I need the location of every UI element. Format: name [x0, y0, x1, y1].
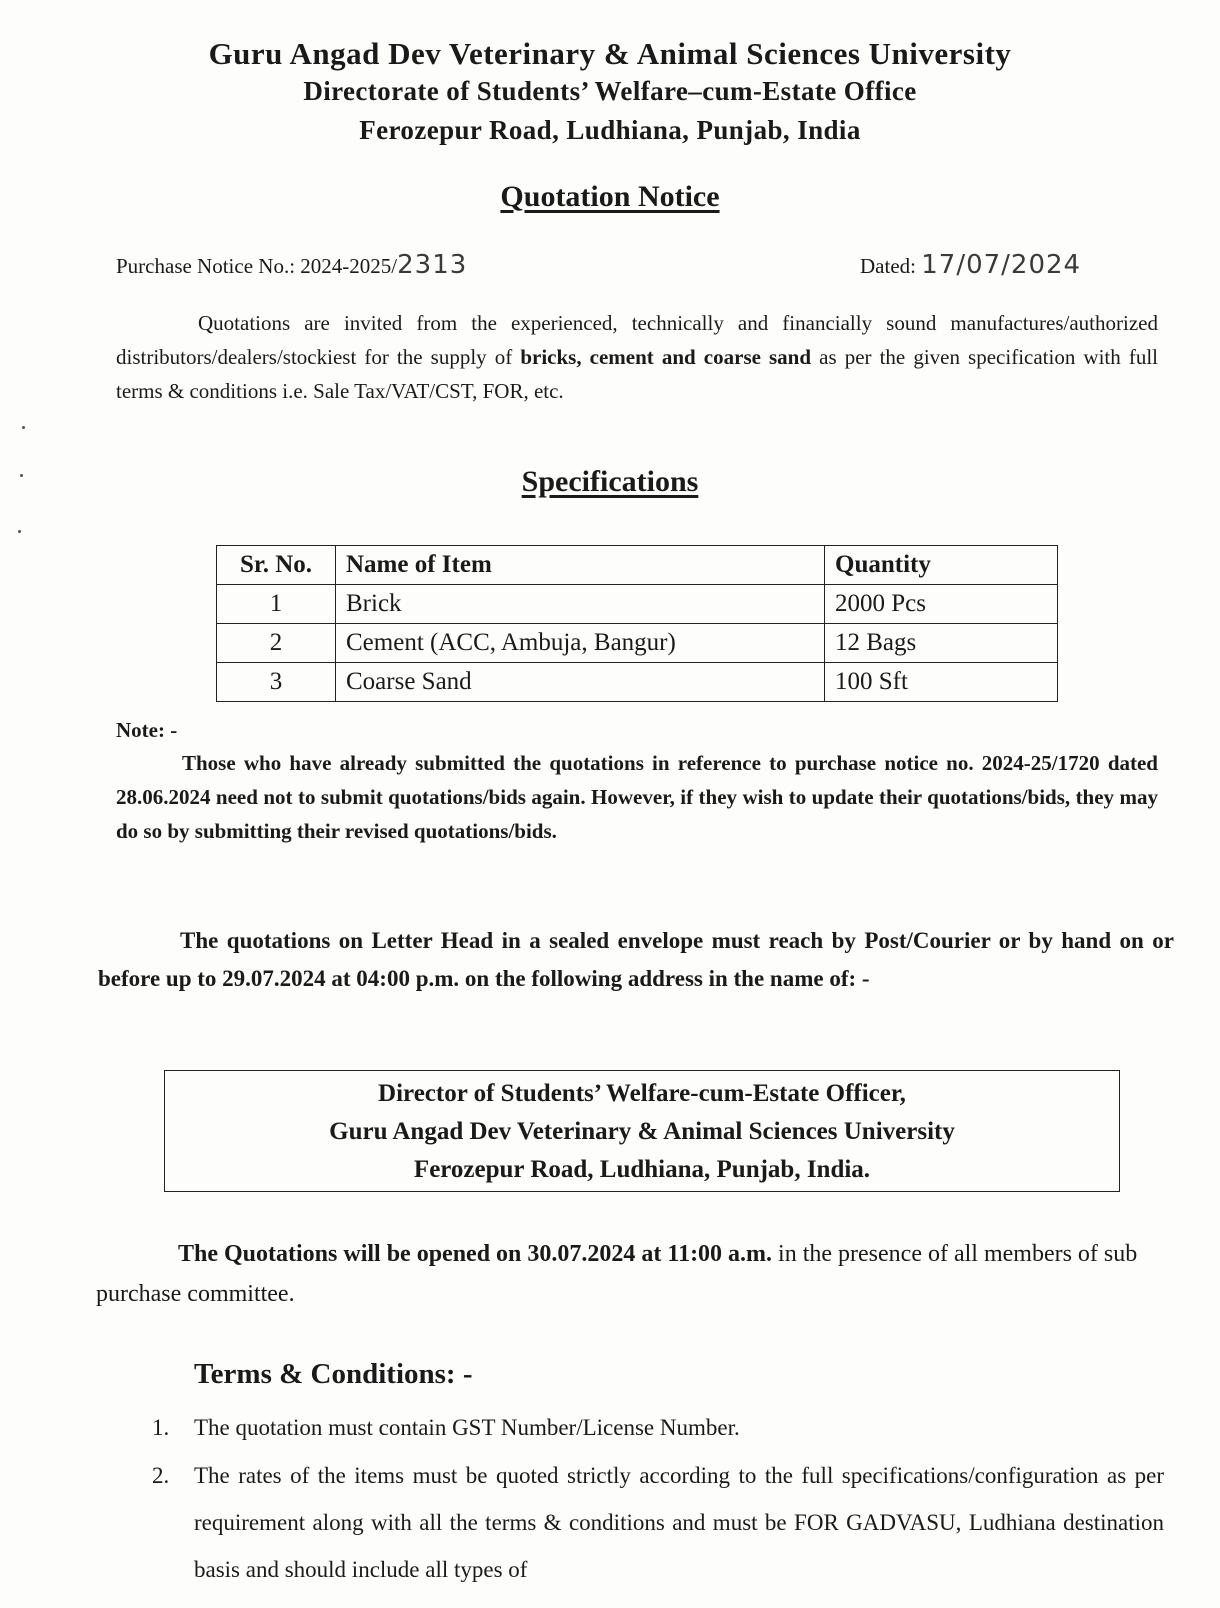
- purchase-notice-number: [116, 250, 467, 280]
- scan-speck: [18, 530, 21, 533]
- note-paragraph: Those who have already submitted the quotations in reference to purchase notice no. 2024-25/1720 dated 28.06.2024 need not to submit quotations/bids again. However, if they wish to update their quotations/bids, they may do so by submitting their revised quotations/bids.: [116, 751, 1158, 843]
- intro-text-part2: as per the given specification with full terms & conditions i.e. Sale Tax/VAT/CST, FOR, etc.: [116, 345, 1158, 403]
- header-item-name: Name of Item: [336, 546, 825, 585]
- specifications-title: Specifications: [521, 465, 699, 498]
- address-line-2: Guru Angad Dev Veterinary & Animal Sciences University: [329, 1118, 955, 1145]
- address-line-1: Director of Students’ Welfare-cum-Estate Officer,: [378, 1080, 906, 1107]
- cell-quantity: 2000 Pcs: [825, 585, 1058, 624]
- cell-sr-no: 1: [217, 585, 336, 624]
- scan-speck: [22, 426, 25, 429]
- table-header-row: [217, 546, 1058, 585]
- university-name: Guru Angad Dev Veterinary & Animal Sciences University: [208, 36, 1012, 71]
- note-label: Note: -: [116, 718, 178, 742]
- table-row: [217, 663, 1058, 702]
- cell-sr-no: 2: [217, 624, 336, 663]
- intro-text-part1: Quotations are invited from the experienced, technically and financially sound manufactures/authorized distributors/dealers/stockiest for the supply of: [116, 311, 1158, 369]
- header-quantity: Quantity: [825, 546, 1058, 585]
- directorate-name: Directorate of Students’ Welfare–cum-Estate Office: [303, 76, 917, 106]
- dated-label: Dated:: [860, 254, 916, 278]
- university-address: Ferozepur Road, Ludhiana, Punjab, India: [359, 115, 861, 145]
- scan-speck: [20, 474, 23, 477]
- term-text: The quotation must contain GST Number/License Number.: [194, 1415, 740, 1440]
- opening-paragraph: [96, 1234, 1186, 1314]
- table-row: [217, 624, 1058, 663]
- term-number: 2.: [152, 1463, 170, 1488]
- cell-quantity: 100 Sft: [825, 663, 1058, 702]
- handwritten-date: 17/07/2024: [921, 250, 1082, 280]
- header-sr-no: Sr. No.: [217, 546, 336, 585]
- cell-item-name: Brick: [336, 585, 825, 624]
- opening-date-bold: The Quotations will be opened on 30.07.2024 at 11:00 a.m.: [178, 1241, 773, 1267]
- address-line-3: Ferozepur Road, Ludhiana, Punjab, India.: [413, 1156, 871, 1183]
- specifications-table: [216, 545, 1058, 702]
- term-text: The rates of the items must be quoted strictly according to the full specifications/configuration as per requirement along with all the terms & conditions and must be FOR GADVASU, Ludhiana destination basis and should include all types of: [194, 1463, 1164, 1582]
- handwritten-notice-number: 2313: [397, 250, 468, 280]
- intro-items-bold: bricks, cement and coarse sand: [520, 345, 812, 369]
- term-number: 1.: [152, 1415, 170, 1440]
- intro-paragraph: [116, 306, 1158, 408]
- page-title: Quotation Notice: [500, 180, 720, 213]
- address-box: [164, 1070, 1120, 1192]
- cell-sr-no: 3: [217, 663, 336, 702]
- table-row: [217, 585, 1058, 624]
- opening-text-rest: in the presence of all members of sub purchase committee.: [96, 1241, 1138, 1307]
- notice-date: [860, 250, 1081, 280]
- cell-item-name: Coarse Sand: [336, 663, 825, 702]
- terms-title: Terms & Conditions: -: [194, 1358, 473, 1390]
- cell-item-name: Cement (ACC, Ambuja, Bangur): [336, 624, 825, 663]
- purchase-notice-label: Purchase Notice No.: 2024-2025/: [116, 254, 398, 278]
- submission-paragraph: The quotations on Letter Head in a sealed envelope must reach by Post/Courier or by hand on or before up to 29.07.2024 at 04:00 p.m. on the following address in the name of: -: [98, 928, 1174, 991]
- cell-quantity: 12 Bags: [825, 624, 1058, 663]
